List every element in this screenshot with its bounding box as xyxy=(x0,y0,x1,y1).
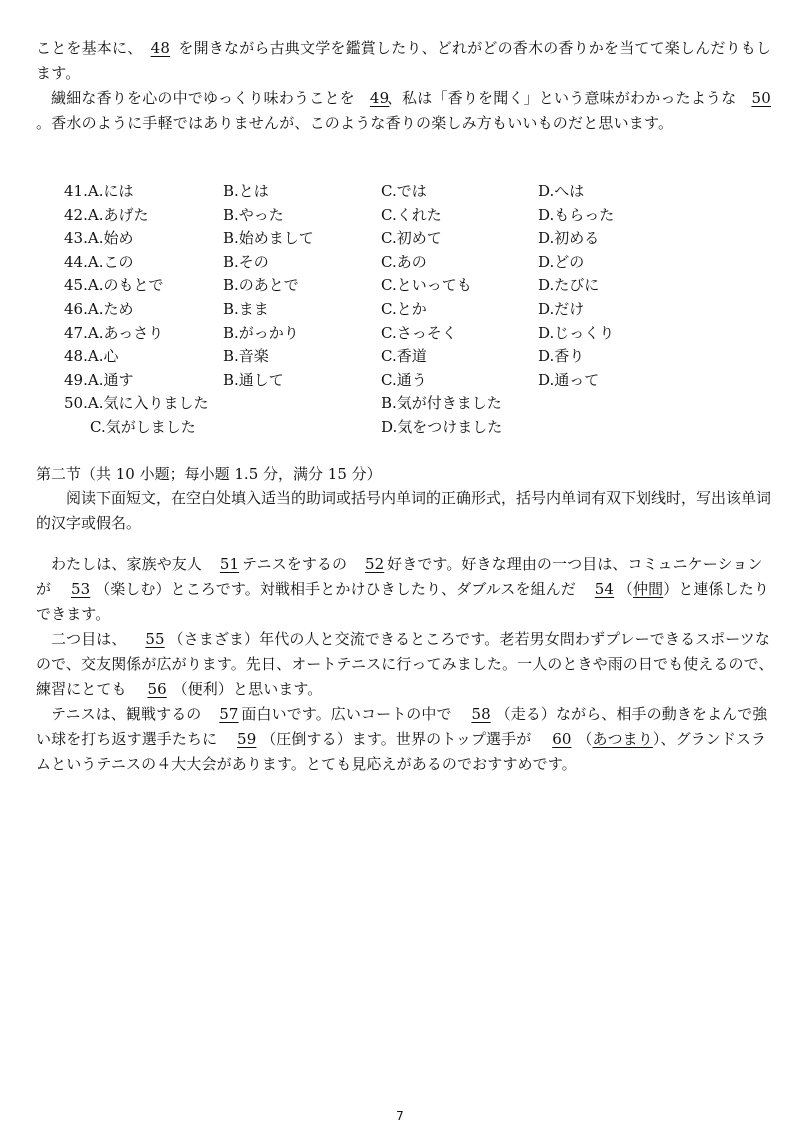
word-60: あつまり xyxy=(592,730,653,748)
option-a xyxy=(64,345,118,366)
text-span: （便利）と思います。 xyxy=(172,680,323,698)
option-c: C.あの xyxy=(381,252,427,271)
option-c: C.通う xyxy=(381,370,427,389)
option-d: D.通って xyxy=(538,370,600,389)
option-c: C.では xyxy=(381,182,427,200)
option-row-45 xyxy=(64,274,764,298)
passage-paragraph-1 xyxy=(36,552,776,627)
question-number: 41. xyxy=(64,182,88,200)
question-number: 43. xyxy=(64,229,88,248)
option-d: D.たびに xyxy=(538,276,600,295)
word-54: 仲間 xyxy=(633,580,664,598)
section-instruction: 阅读下面短文，在空白处填入适当的助词或括号内单词的正确形式，括号内单词有双下划线时，写出该单词的汉字或假名。 xyxy=(36,489,772,532)
option-c: C.さっそく xyxy=(381,323,457,342)
text-span: テニスは、観戦するの xyxy=(51,705,202,723)
blank-48: 48 xyxy=(150,39,171,57)
option-c: C.といっても xyxy=(381,276,472,295)
option-text: A.気に入りました xyxy=(87,394,209,413)
option-c: C.気がしました xyxy=(90,417,196,436)
text-span: 面白いです。広いコートの中で xyxy=(241,705,452,723)
option-text: A.始め xyxy=(87,229,134,248)
question-number: 44. xyxy=(64,252,88,271)
option-b: B.音楽 xyxy=(223,347,269,366)
question-number: 47. xyxy=(64,323,88,342)
option-row-47 xyxy=(64,322,764,346)
option-d: D.じっくり xyxy=(538,323,615,342)
text-span: 、私は「香りを聞く」という意味がわかったような xyxy=(386,89,737,107)
option-c: C.くれた xyxy=(381,205,442,224)
text-span: 好きです。好きな理由の一つ目は、コミュニケーションが xyxy=(36,555,763,598)
text-span: （ xyxy=(617,580,634,598)
option-d: D.へは xyxy=(538,182,585,200)
passage-paragraph-2 xyxy=(36,627,776,702)
option-row-42 xyxy=(64,204,764,228)
option-b: B.とは xyxy=(223,182,269,200)
text-span: （さまざま）年代の人と交流できるところです。老若男女問わずプレーできるスポーツなので、交友関係が広がります。先日、オートテニスに行ってみました。一人のときや雨の日でも使えるので、練習にとても xyxy=(36,630,774,698)
text-span: わたしは、家族や友人 xyxy=(51,555,203,573)
option-c: C.香道 xyxy=(381,347,427,366)
option-a xyxy=(64,392,208,413)
option-text: A.には xyxy=(87,182,134,200)
option-d: D.気をつけました xyxy=(381,417,503,436)
text-span: を開きながら古典文学を鑑賞したり、どれがどの香木の香りかを当てて楽しんだりもします。 xyxy=(36,39,772,82)
option-a xyxy=(64,180,133,201)
option-b: B.その xyxy=(223,252,269,271)
answer-options xyxy=(64,180,764,440)
tennis-passage xyxy=(36,552,776,777)
question-number: 46. xyxy=(64,299,88,318)
reading-paragraph-2 xyxy=(36,86,776,136)
option-d: D.初める xyxy=(538,229,600,248)
option-c: C.とか xyxy=(381,299,427,318)
page-number: 7 xyxy=(396,1109,404,1123)
option-a xyxy=(64,251,133,272)
blank-59: 59 xyxy=(237,730,257,748)
option-a xyxy=(64,369,133,390)
option-text: A.心 xyxy=(87,347,119,366)
option-b: B.気が付きました xyxy=(381,394,502,413)
text-span: ）と連係したりできます。 xyxy=(36,580,769,623)
section-title: 第二节（共 10 小题；每小题 1.5 分，满分 15 分） xyxy=(36,465,382,483)
option-d: D.もらった xyxy=(538,205,615,224)
text-span: （圧倒する）ます。世界のトップ選手が xyxy=(261,730,532,748)
option-b: B.通して xyxy=(223,370,284,389)
option-b: B.始めまして xyxy=(223,229,314,248)
option-a xyxy=(64,204,148,225)
blank-58: 58 xyxy=(471,705,491,723)
question-number: 48. xyxy=(64,347,88,366)
question-number: 49. xyxy=(64,370,88,389)
option-b: B.まま xyxy=(223,299,269,318)
blank-55: 55 xyxy=(145,630,165,648)
option-c: C.初めて xyxy=(381,229,442,248)
text-span: 二つ目は、 xyxy=(51,630,127,648)
blank-56: 56 xyxy=(147,680,167,698)
option-row-50-cont xyxy=(64,416,764,440)
text-span: 。香水のように手軽ではありませんが、このような香りの楽しみ方もいいものだと思います。 xyxy=(36,114,674,132)
option-row-43 xyxy=(64,227,764,251)
text-span: （ xyxy=(577,730,593,748)
option-text: A.ため xyxy=(87,299,134,318)
blank-54: 54 xyxy=(594,580,615,598)
blank-60: 60 xyxy=(552,730,572,748)
option-a xyxy=(64,298,133,319)
option-row-49 xyxy=(64,369,764,393)
blank-52: 52 xyxy=(364,555,385,573)
option-d: D.だけ xyxy=(538,299,585,318)
option-row-41 xyxy=(64,180,764,204)
option-row-50 xyxy=(64,392,764,416)
option-a xyxy=(64,274,163,295)
option-text: A.のもとで xyxy=(87,276,164,295)
option-text: A.あげた xyxy=(87,205,149,224)
option-text: A.通す xyxy=(87,370,134,389)
option-d: D.香り xyxy=(538,347,585,366)
option-a xyxy=(64,322,163,343)
reading-paragraph-1 xyxy=(36,36,776,86)
option-row-48 xyxy=(64,345,764,369)
option-d: D.どの xyxy=(538,252,585,271)
text-span: （走る）ながら、相手の動きをよんで強い球を打ち返す選手たちに xyxy=(36,705,768,748)
blank-49: 49 xyxy=(369,89,390,107)
option-a xyxy=(64,227,133,248)
question-number: 45. xyxy=(64,276,88,295)
blank-50: 50 xyxy=(751,89,771,107)
text-span: ）、グランドスラムというテニスの４大大会があります。とても見応えがあるのでおすすめです。 xyxy=(36,730,767,773)
blank-51: 51 xyxy=(219,555,240,573)
option-b: B.がっかり xyxy=(223,323,299,342)
text-span: （楽しむ）ところです。対戦相手とかけひきしたり、ダブルスを組んだ xyxy=(95,580,576,598)
text-span: テニスをするの xyxy=(242,555,348,573)
option-text: A.あっさり xyxy=(87,323,164,342)
text-span: 繊細な香りを心の中でゆっくり味わうことを xyxy=(51,89,355,107)
blank-53: 53 xyxy=(70,580,91,598)
option-b: B.やった xyxy=(223,205,284,224)
option-b: B.のあとで xyxy=(223,276,299,295)
blank-57: 57 xyxy=(219,705,239,723)
passage-paragraph-3 xyxy=(36,702,776,777)
text-span: ことを基本に、 xyxy=(36,39,143,57)
option-row-46 xyxy=(64,298,764,322)
question-number: 42. xyxy=(64,205,88,224)
question-number: 50. xyxy=(64,394,88,413)
option-row-44 xyxy=(64,251,764,275)
option-text: A.この xyxy=(87,252,134,271)
